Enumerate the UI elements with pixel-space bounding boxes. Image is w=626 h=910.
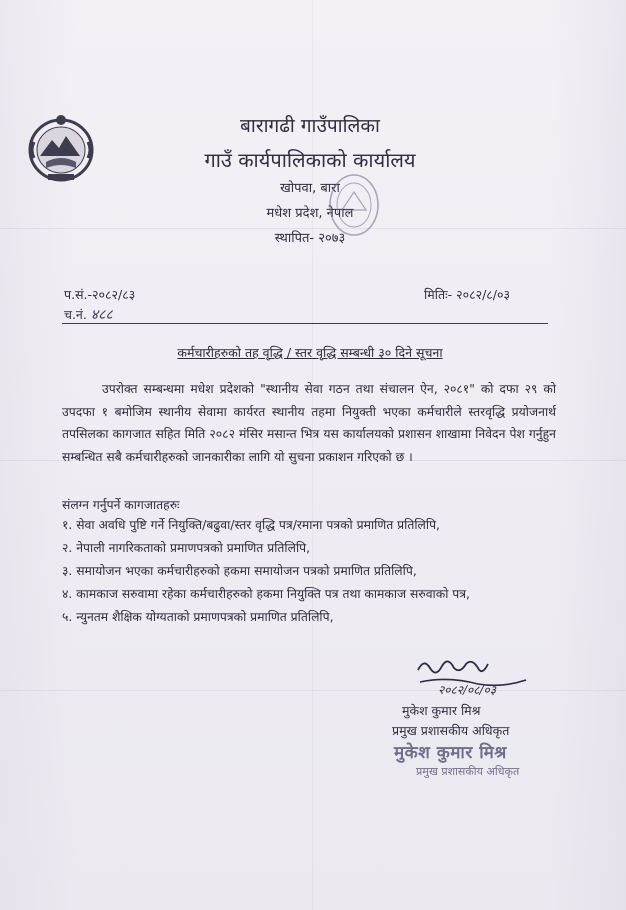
seal-name: मुकेश कुमार मिश्र — [394, 743, 507, 763]
seal-designation: प्रमुख प्रशासकीय अधिकृत — [416, 765, 520, 778]
municipality-name: बारागढी गाउँपालिका — [240, 115, 380, 137]
header-divider — [62, 323, 548, 324]
notice-subject: कर्मचारीहरुको तह वृद्धि / स्तर वृद्धि सम्बन्धी ३० दिने सूचना — [177, 345, 443, 360]
attachments-title: संलग्न गर्नुपर्ने कागजातहरुः — [62, 498, 180, 512]
dispatch-number — [64, 305, 113, 324]
signature-date: २०८२/०८/०३ — [438, 683, 497, 697]
signatory-name: मुकेश कुमार मिश्र — [402, 703, 481, 718]
office-address: खोपवा, बारा — [280, 181, 340, 196]
reference-number: प.सं.-२०८२/८३ — [64, 287, 136, 302]
list-item: ४. कामकाज सरुवामा रहेका कर्मचारीहरुको हकमा नियुक्ति पत्र तथा कामकाज सरुवाको पत्र, — [62, 587, 470, 601]
handwritten-signature — [408, 652, 536, 700]
office-name: गाउँ कार्यपालिकाको कार्यालय — [204, 148, 416, 172]
attachments-list — [62, 514, 552, 629]
dispatch-label: च.नं. — [64, 307, 87, 322]
list-item: ३. समायोजन भएका कर्मचारीहरुको हकमा समायोजन पत्रको प्रमाणित प्रतिलिपि, — [62, 564, 417, 578]
signatory-designation: प्रमुख प्रशासकीय अधिकृत — [392, 723, 510, 738]
office-stamp-icon — [326, 170, 382, 240]
list-item: ५. न्युनतम शैक्षिक योग्यताको प्रमाणपत्रको प्रमाणित प्रतिलिपि, — [62, 610, 334, 624]
government-emblem-icon — [26, 112, 96, 184]
letter-date: मितिः- २०८२/८/०३ — [424, 287, 511, 302]
office-province: मधेश प्रदेश, नेपाल — [266, 206, 354, 221]
dispatch-value: ४८८ — [90, 307, 113, 323]
list-item: १. सेवा अवधि पुष्टि गर्ने नियुक्ति/बढुवा/स्तर वृद्धि पत्र/रमाना पत्रको प्रमाणित प्रतिलिपि, — [62, 518, 440, 532]
office-established: स्थापित- २०७३ — [274, 231, 346, 246]
list-item: २. नेपाली नागरिकताको प्रमाणपत्रको प्रमाणित प्रतिलिपि, — [62, 541, 311, 555]
notice-body: उपरोक्त सम्बन्धमा मधेश प्रदेशको "स्थानीय सेवा गठन तथा संचालन ऐन, २०८१" को दफा २९ को उपदफा १ बमोजिम स्थानीय सेवामा कार्यरत स्थानीय तहमा नियुक्ती भएका कर्मचारीले स्तरवृद्धि प्रयोजनार्थ तपसिलका कागजात सहित मिति २०८२ मंसिर मसान्त भित्र यस कार्यालयको प्रशासन शाखामा निवेदन पेश गर्नुहुन सम्बन्धित सबै कर्मचारीहरुको जानकारीका लागि यो सुचना प्रकाशन गरिएको छ । — [62, 382, 556, 464]
